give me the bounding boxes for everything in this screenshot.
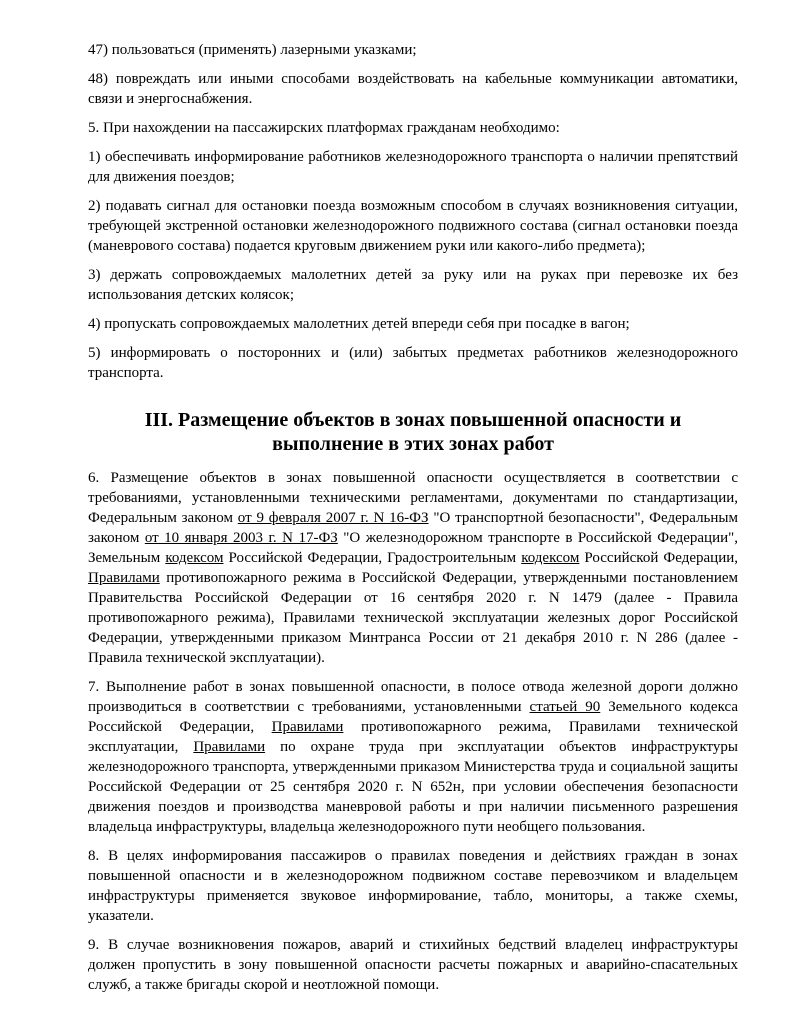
fire-rules-link[interactable]: Правилами — [271, 719, 344, 735]
clause-7 — [88, 677, 738, 837]
section-heading — [88, 408, 738, 456]
labor-rules-link[interactable]: Правилами — [193, 739, 266, 755]
clause-7-text: противопожарного режима, Правилами технической эксплуатации, — [88, 719, 738, 755]
urban-code-link[interactable]: кодексом — [521, 550, 580, 566]
clause-5-item-5: 5) информировать о посторонних и (или) забытых предметах работников железнодорожного транспорта. — [88, 345, 738, 381]
item-47: 47) пользоваться (применять) лазерными указками; — [88, 42, 417, 58]
clause-6-text: "О железнодорожном транспорте в Российской Федерации", Земельным — [88, 530, 739, 566]
section-heading-line2: выполнение в этих зонах работ — [272, 433, 554, 455]
law-17fz-link[interactable]: от 10 января 2003 г. N 17-ФЗ — [144, 530, 338, 546]
land-code-link[interactable]: кодексом — [165, 550, 224, 566]
clause-6-text: противопожарного режима в Российской Федерации, утвержденными постановлением Правительства Российской Федерации от 16 сентября 2020 г. N 1479 (далее - Правила противопожарного режима), Правилами технической эксплуатации железных дорог Российской Федерации, утвержденными приказом Минтранса России от 21 декабря 2010 г. N 286 (далее - Правила технической эксплуатации). — [88, 570, 738, 666]
clause-6-text: Российской Федерации, — [579, 550, 739, 566]
fire-rules-link[interactable]: Правилами — [88, 570, 160, 586]
clause-6-text: Российской Федерации, Градостроительным — [223, 550, 522, 566]
clause-8: 8. В целях информирования пассажиров о правилах поведения и действиях граждан в зонах повышенной опасности и в железнодорожном подвижном составе перевозчиком и владельцем инфраструктуры применяется звуковое информирование, табло, мониторы, а также схемы, указатели. — [88, 848, 738, 924]
clause-5-item-3: 3) держать сопровождаемых малолетних детей за руку или на руках при перевозке их без использования детских колясок; — [88, 267, 738, 303]
clause-5-item-2: 2) подавать сигнал для остановки поезда возможным способом в случаях возникновения ситуации, требующей экстренной остановки железнодорожного подвижного состава (сигнал остановки поезда (маневрового состава) подается круговым движением руки или какого-либо предмета); — [88, 198, 738, 254]
clause-6-text: "О транспортной безопасности", Федеральным законом — [88, 510, 738, 546]
law-16fz-link[interactable]: от 9 февраля 2007 г. N 16-ФЗ — [237, 510, 429, 526]
clause-5-item-1: 1) обеспечивать информирование работников железнодорожного транспорта о наличии препятствий для движения поездов; — [88, 149, 738, 185]
clause-5-item-4: 4) пропускать сопровождаемых малолетних детей впереди себя при посадке в вагон; — [88, 316, 630, 332]
document-page — [88, 40, 738, 1004]
clause-5: 5. При нахождении на пассажирских платформах гражданам необходимо: — [88, 120, 560, 136]
section-heading-line1: III. Размещение объектов в зонах повышенной опасности и — [144, 409, 682, 431]
clause-6 — [88, 468, 738, 668]
clause-7-text: 7. Выполнение работ в зонах повышенной опасности, в полосе отвода железной дороги должно производиться в соответствии с требованиями, установленными — [88, 679, 738, 715]
article-90-link[interactable]: статьей 90 — [529, 699, 601, 715]
clause-7-text: Земельного кодекса Российской Федерации, — [88, 699, 738, 735]
clause-6-text: 6. Размещение объектов в зонах повышенной опасности осуществляется в соответствии с требованиями, установленными техническими регламентами, документами по стандартизации, Федеральным законом — [88, 470, 738, 526]
item-48: 48) повреждать или иными способами воздействовать на кабельные коммуникации автоматики, связи и энергоснабжения. — [88, 71, 738, 107]
clause-9: 9. В случае возникновения пожаров, аварий и стихийных бедствий владелец инфраструктуры должен пропустить в зону повышенной опасности расчеты пожарных и аварийно-спасательных служб, а также бригады скорой и неотложной помощи. — [88, 937, 738, 993]
clause-7-text: по охране труда при эксплуатации объектов инфраструктуры железнодорожного транспорта, утвержденными приказом Министерства труда и социальной защиты Российской Федерации от 25 сентября 2020 г. N 652н, при условии обеспечения безопасности движения поездов и производства маневровой работы и при наличии письменного разрешения владельца инфраструктуры, владельца железнодорожного пути необщего пользования. — [88, 739, 738, 835]
